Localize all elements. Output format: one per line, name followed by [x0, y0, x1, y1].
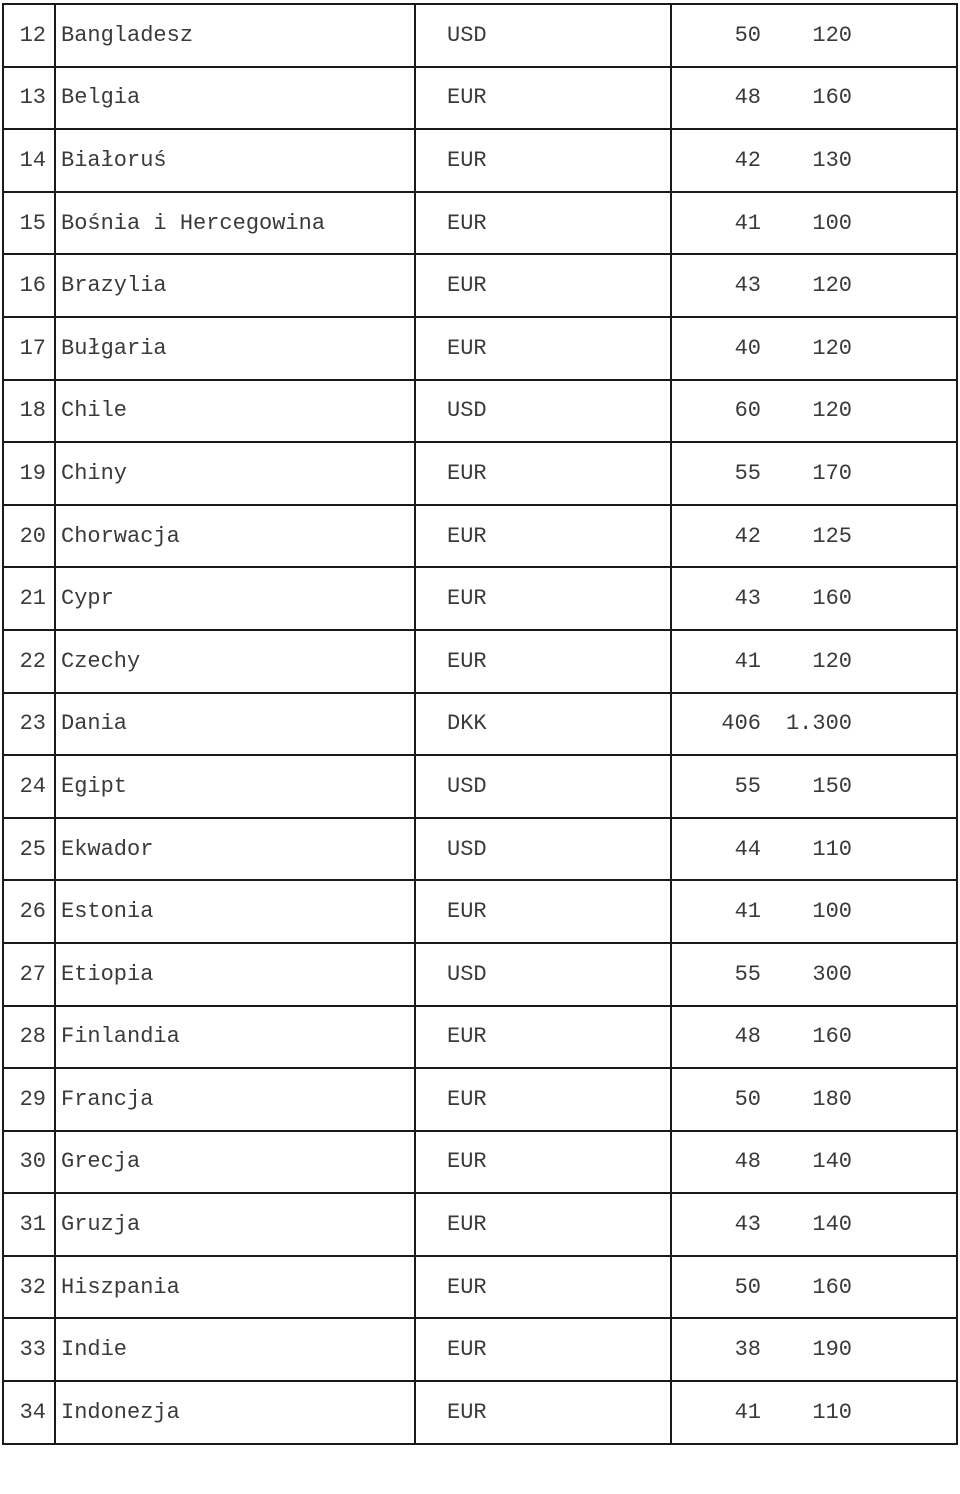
table-row [3, 1318, 957, 1381]
currency-code: EUR [415, 317, 671, 380]
hotel-limit: 160 [761, 1006, 957, 1069]
country-name: Estonia [55, 880, 415, 943]
table-row [3, 1068, 957, 1131]
rates-table [2, 3, 958, 1445]
row-number: 14 [3, 129, 55, 192]
table-row [3, 943, 957, 1006]
country-name: Egipt [55, 755, 415, 818]
table-row [3, 254, 957, 317]
diet-amount: 50 [671, 1256, 761, 1319]
country-name: Bośnia i Hercegowina [55, 192, 415, 255]
row-number: 26 [3, 880, 55, 943]
country-name: Białoruś [55, 129, 415, 192]
country-name: Chile [55, 380, 415, 443]
country-name: Chorwacja [55, 505, 415, 568]
country-name: Bangladesz [55, 4, 415, 67]
country-name: Bułgaria [55, 317, 415, 380]
currency-code: EUR [415, 1068, 671, 1131]
currency-code: USD [415, 755, 671, 818]
row-number: 12 [3, 4, 55, 67]
currency-code: EUR [415, 1193, 671, 1256]
diet-amount: 48 [671, 1131, 761, 1194]
currency-code: EUR [415, 67, 671, 130]
row-number: 18 [3, 380, 55, 443]
hotel-limit: 120 [761, 254, 957, 317]
row-number: 32 [3, 1256, 55, 1319]
table-row [3, 1193, 957, 1256]
diet-amount: 41 [671, 880, 761, 943]
hotel-limit: 300 [761, 943, 957, 1006]
hotel-limit: 100 [761, 192, 957, 255]
currency-code: EUR [415, 1006, 671, 1069]
row-number: 34 [3, 1381, 55, 1444]
row-number: 21 [3, 567, 55, 630]
country-name: Czechy [55, 630, 415, 693]
table-row [3, 630, 957, 693]
hotel-limit: 125 [761, 505, 957, 568]
table-row [3, 192, 957, 255]
hotel-limit: 1.300 [761, 693, 957, 756]
country-name: Dania [55, 693, 415, 756]
diet-amount: 48 [671, 1006, 761, 1069]
row-number: 23 [3, 693, 55, 756]
row-number: 17 [3, 317, 55, 380]
hotel-limit: 130 [761, 129, 957, 192]
currency-code: DKK [415, 693, 671, 756]
diet-amount: 55 [671, 442, 761, 505]
table-row [3, 380, 957, 443]
row-number: 31 [3, 1193, 55, 1256]
row-number: 24 [3, 755, 55, 818]
hotel-limit: 170 [761, 442, 957, 505]
hotel-limit: 160 [761, 567, 957, 630]
diet-amount: 42 [671, 129, 761, 192]
diet-amount: 41 [671, 192, 761, 255]
country-name: Brazylia [55, 254, 415, 317]
hotel-limit: 140 [761, 1131, 957, 1194]
country-name: Belgia [55, 67, 415, 130]
diet-amount: 50 [671, 1068, 761, 1131]
table-row [3, 67, 957, 130]
row-number: 30 [3, 1131, 55, 1194]
hotel-limit: 160 [761, 67, 957, 130]
diet-amount: 55 [671, 755, 761, 818]
diet-amount: 50 [671, 4, 761, 67]
hotel-limit: 150 [761, 755, 957, 818]
currency-code: EUR [415, 1381, 671, 1444]
currency-code: USD [415, 380, 671, 443]
hotel-limit: 110 [761, 818, 957, 881]
table-row [3, 1381, 957, 1444]
table-row [3, 755, 957, 818]
diet-amount: 41 [671, 1381, 761, 1444]
hotel-limit: 190 [761, 1318, 957, 1381]
currency-code: EUR [415, 630, 671, 693]
currency-code: USD [415, 4, 671, 67]
country-name: Ekwador [55, 818, 415, 881]
currency-code: EUR [415, 442, 671, 505]
table-row [3, 505, 957, 568]
diet-amount: 48 [671, 67, 761, 130]
rates-table-body [3, 4, 957, 1444]
row-number: 13 [3, 67, 55, 130]
currency-code: USD [415, 818, 671, 881]
currency-code: USD [415, 943, 671, 1006]
table-row [3, 693, 957, 756]
hotel-limit: 140 [761, 1193, 957, 1256]
currency-code: EUR [415, 192, 671, 255]
diet-amount: 40 [671, 317, 761, 380]
country-name: Indie [55, 1318, 415, 1381]
row-number: 25 [3, 818, 55, 881]
table-row [3, 442, 957, 505]
row-number: 33 [3, 1318, 55, 1381]
row-number: 19 [3, 442, 55, 505]
diet-amount: 55 [671, 943, 761, 1006]
diet-amount: 38 [671, 1318, 761, 1381]
country-name: Francja [55, 1068, 415, 1131]
hotel-limit: 110 [761, 1381, 957, 1444]
country-name: Chiny [55, 442, 415, 505]
diet-amount: 42 [671, 505, 761, 568]
country-name: Gruzja [55, 1193, 415, 1256]
row-number: 22 [3, 630, 55, 693]
row-number: 27 [3, 943, 55, 1006]
country-name: Finlandia [55, 1006, 415, 1069]
table-row [3, 818, 957, 881]
country-name: Hiszpania [55, 1256, 415, 1319]
table-row [3, 567, 957, 630]
row-number: 29 [3, 1068, 55, 1131]
hotel-limit: 120 [761, 630, 957, 693]
table-row [3, 317, 957, 380]
table-row [3, 1006, 957, 1069]
hotel-limit: 120 [761, 4, 957, 67]
diet-amount: 41 [671, 630, 761, 693]
row-number: 15 [3, 192, 55, 255]
diet-amount: 60 [671, 380, 761, 443]
currency-code: EUR [415, 567, 671, 630]
currency-code: EUR [415, 129, 671, 192]
diet-amount: 43 [671, 1193, 761, 1256]
table-row [3, 129, 957, 192]
row-number: 20 [3, 505, 55, 568]
hotel-limit: 100 [761, 880, 957, 943]
diet-amount: 43 [671, 567, 761, 630]
table-row [3, 4, 957, 67]
diet-amount: 44 [671, 818, 761, 881]
table-row [3, 880, 957, 943]
country-name: Cypr [55, 567, 415, 630]
currency-code: EUR [415, 1256, 671, 1319]
currency-code: EUR [415, 1318, 671, 1381]
row-number: 16 [3, 254, 55, 317]
currency-code: EUR [415, 880, 671, 943]
currency-code: EUR [415, 254, 671, 317]
table-row [3, 1256, 957, 1319]
hotel-limit: 120 [761, 317, 957, 380]
hotel-limit: 120 [761, 380, 957, 443]
country-name: Etiopia [55, 943, 415, 1006]
diet-amount: 43 [671, 254, 761, 317]
country-name: Grecja [55, 1131, 415, 1194]
country-name: Indonezja [55, 1381, 415, 1444]
currency-code: EUR [415, 1131, 671, 1194]
hotel-limit: 160 [761, 1256, 957, 1319]
hotel-limit: 180 [761, 1068, 957, 1131]
currency-code: EUR [415, 505, 671, 568]
table-row [3, 1131, 957, 1194]
row-number: 28 [3, 1006, 55, 1069]
diet-amount: 406 [671, 693, 761, 756]
